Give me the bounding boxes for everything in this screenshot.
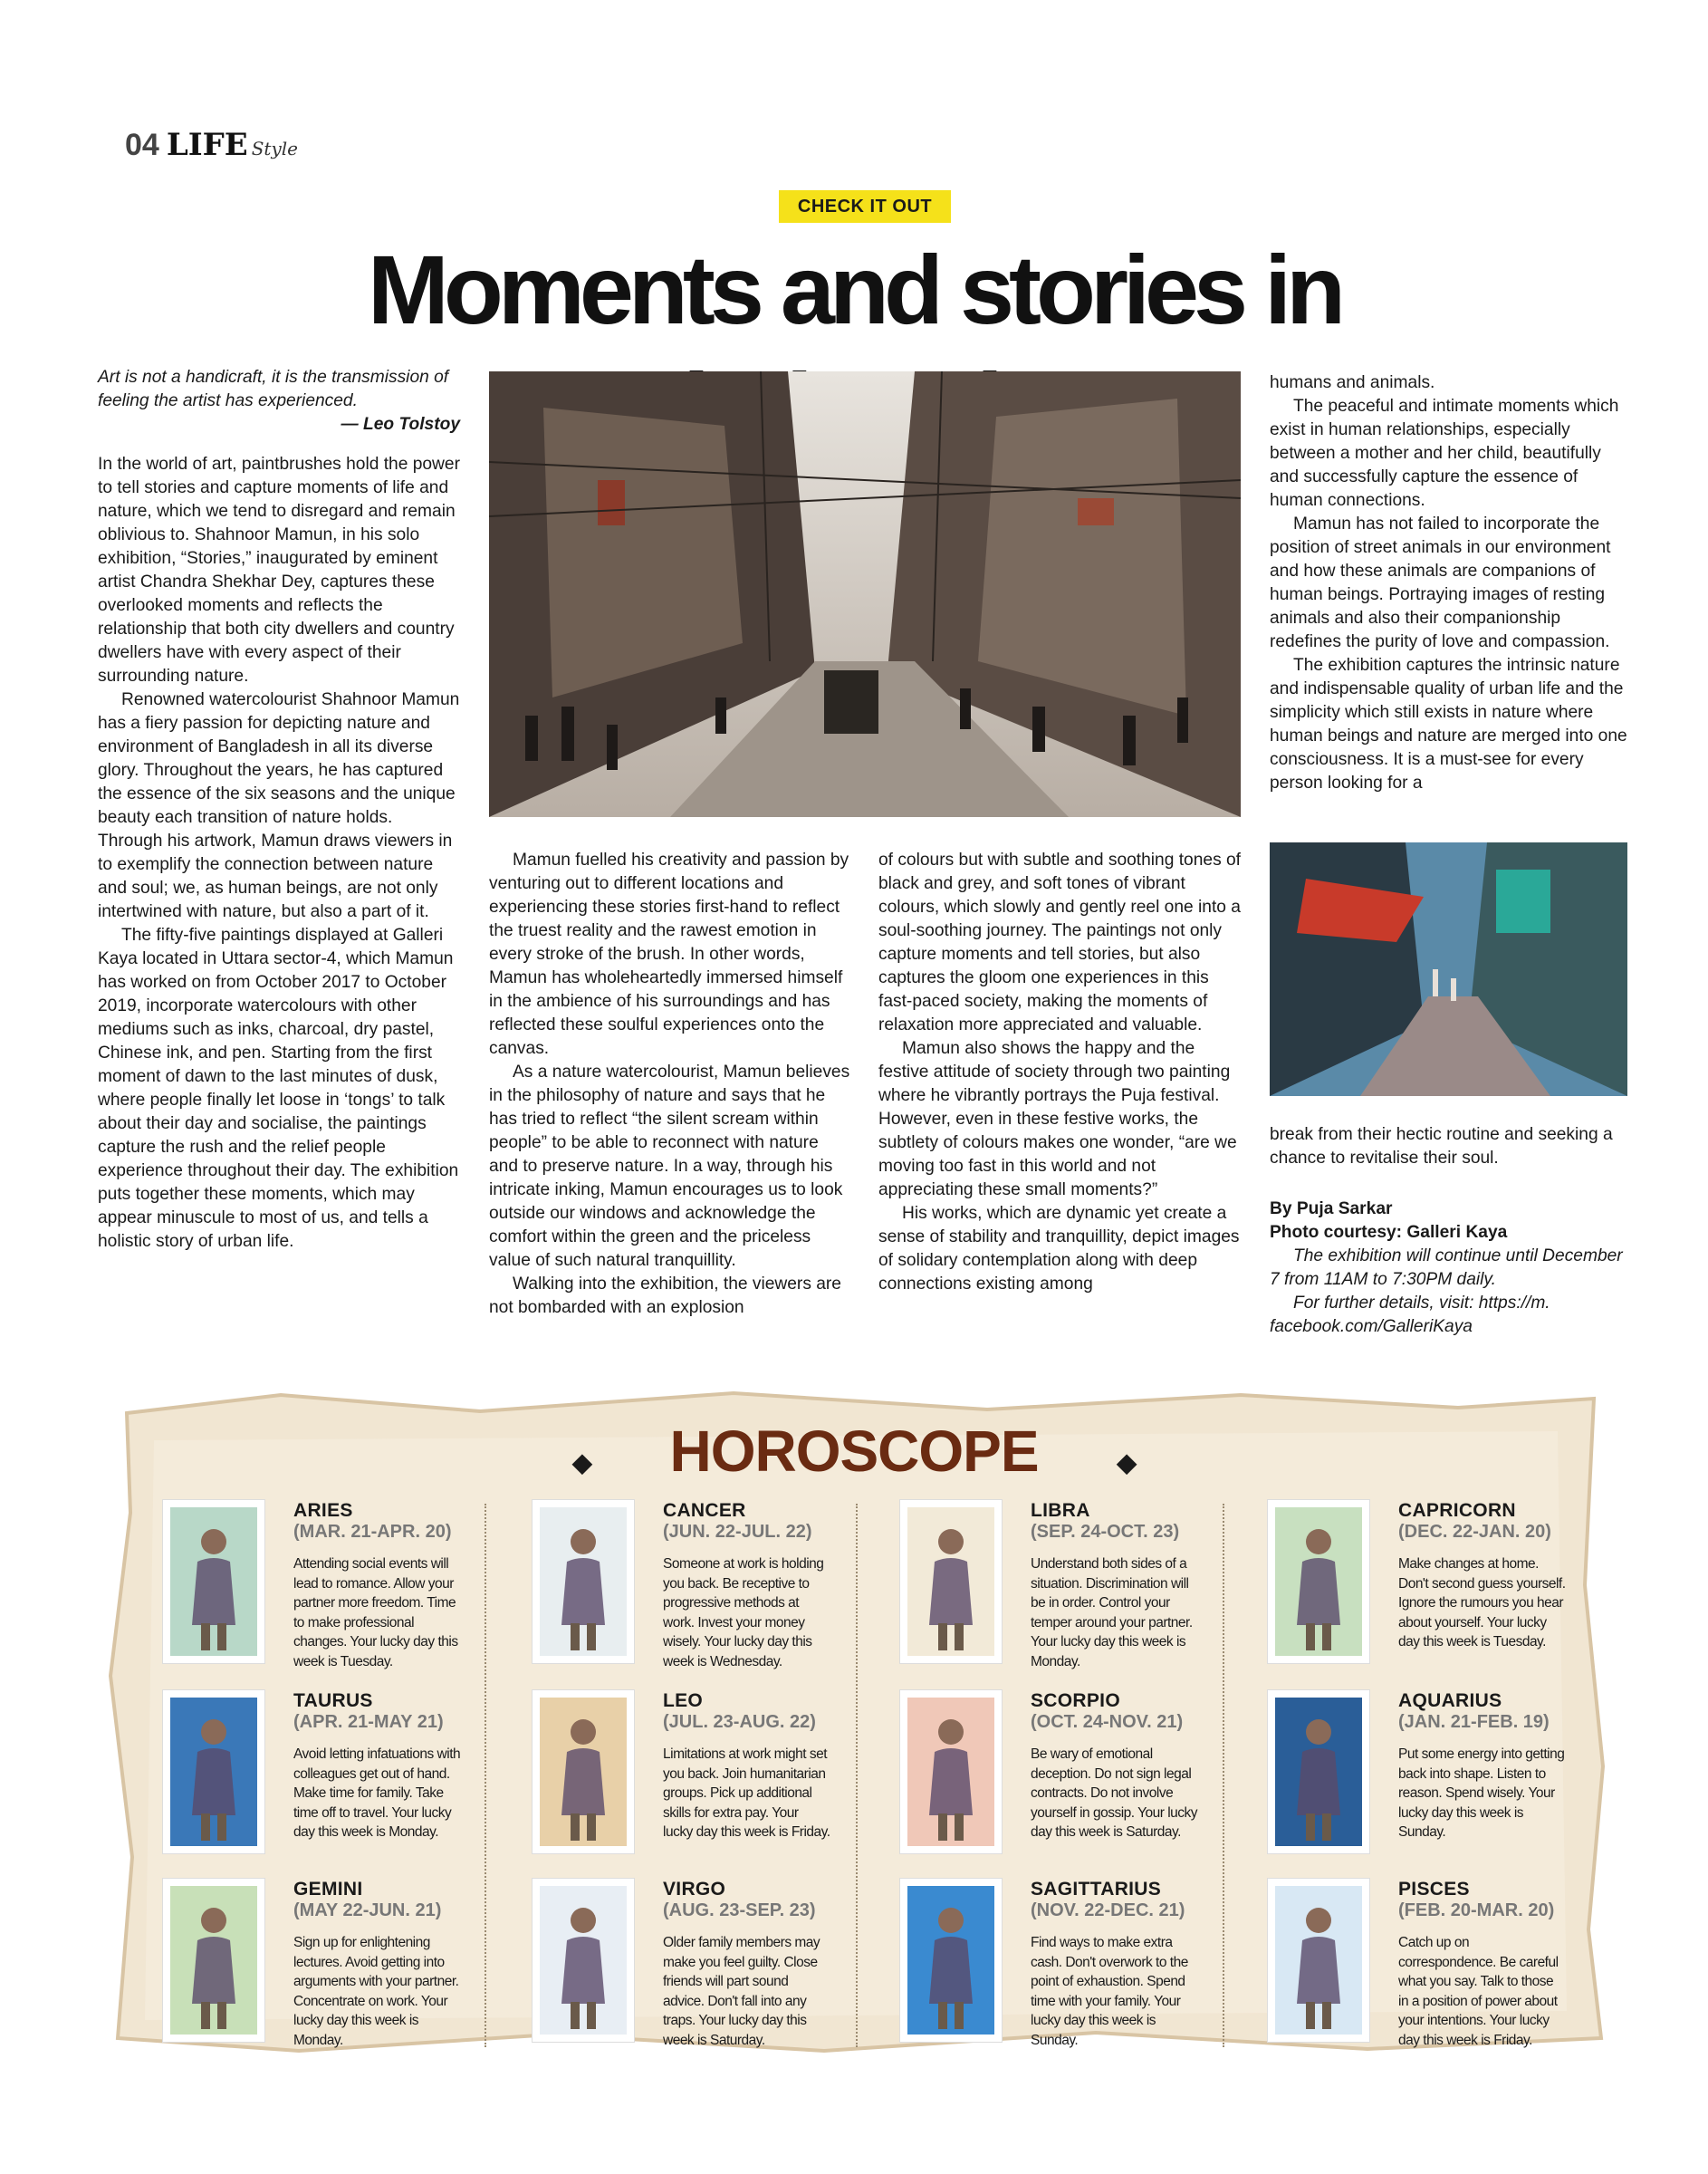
- zodiac-figure-icon: [170, 1507, 257, 1656]
- sign-dates: (APR. 21-MAY 21): [293, 1712, 444, 1732]
- zodiac-figure-icon: [170, 1886, 257, 2035]
- sign-dates: (FEB. 20-MAR. 20): [1398, 1900, 1555, 1920]
- horoscope-sign-virgo: [533, 1879, 877, 2060]
- sign-name: ARIES: [293, 1500, 353, 1521]
- headline: Moments and stories in: [367, 235, 1341, 344]
- horoscope-sign-gemini: [163, 1879, 507, 2060]
- sign-forecast: Sign up for enlightening lectures. Avoid getting into arguments with your partner. Concentrate on work. Your lucky day this week is Monday.: [293, 1935, 459, 2048]
- sign-forecast: Be wary of emotional deception. Do not sign legal contracts. Do not involve yourself in gossip. Your lucky day this week is Saturday.: [1031, 1746, 1198, 1840]
- zodiac-illustration: [900, 1690, 1002, 1853]
- zodiac-figure-icon: [1275, 1886, 1362, 2035]
- exhibition-link: For further details, visit: https://m. facebook.com/GalleriKaya: [1270, 1294, 1550, 1336]
- paragraph: Mamun fuelled his creativity and passion by venturing out to different locations and experiencing these stories first-hand to reflect the truest reality and the rawest emotion in every stroke of the brush. In other words, Mamun has wholeheartedly immersed himself in the ambience of his surroundings and has reflected these soulful experiences onto the canvas.: [489, 851, 849, 1058]
- horoscope-sign-pisces: [1268, 1879, 1612, 2060]
- sign-dates: (OCT. 24-NOV. 21): [1031, 1712, 1184, 1732]
- sign-dates: (JUL. 23-AUG. 22): [663, 1712, 816, 1732]
- sign-dates: (MAR. 21-APR. 20): [293, 1522, 452, 1542]
- byline: By Puja Sarkar: [1270, 1199, 1393, 1218]
- paragraph: The peaceful and intimate moments which exist in human relationships, especially between a mother and her child, beautifully and successfully capture the essence of human connections.: [1270, 397, 1619, 510]
- paragraph: As a nature watercolourist, Mamun believes in the philosophy of nature and says that he has tried to reflect “the silent scream within people” to be able to reconnect with nature and to preserve nature. In a way, through his intricate inking, Mamun encourages us to look outside our windows and acknowledge the comfort within the green and the priceless value of such natural tranquillity.: [489, 1063, 850, 1270]
- epigraph: [98, 366, 460, 437]
- magazine-logo: LIFE: [166, 127, 248, 163]
- zodiac-figure-icon: [907, 1698, 994, 1846]
- horoscope-sign-sagittarius: [900, 1879, 1244, 2060]
- sign-forecast: Find ways to make extra cash. Don't overwork to the point of exhaustion. Spend time with your family. Your lucky day this week is Sunday.: [1031, 1935, 1188, 2048]
- sign-name: CAPRICORN: [1398, 1500, 1516, 1521]
- article-column-1: [98, 453, 460, 1254]
- zodiac-illustration: [533, 1500, 634, 1663]
- zodiac-figure-icon: [170, 1698, 257, 1846]
- horoscope-sign-taurus: [163, 1690, 507, 1871]
- magazine-logo-script: Style: [251, 138, 298, 159]
- page-number: 04: [125, 128, 159, 162]
- zodiac-figure-icon: [1275, 1698, 1362, 1846]
- paragraph: His works, which are dynamic yet create a sense of stability and tranquillity, depict images of solidary contemplation along with deep connections existing among: [878, 1204, 1240, 1294]
- zodiac-illustration: [1268, 1500, 1369, 1663]
- zodiac-illustration: [1268, 1879, 1369, 2042]
- sign-name: AQUARIUS: [1398, 1690, 1502, 1711]
- diamond-icon: ◆: [1117, 1448, 1136, 1477]
- zodiac-figure-icon: [1275, 1507, 1362, 1656]
- paragraph: The exhibition captures the intrinsic nature and indispensable quality of urban life and the simplicity which still exists in nature where human beings and nature are merged into one consciousness. It is a must-see for every person looking for a: [1270, 656, 1627, 793]
- zodiac-illustration: [533, 1690, 634, 1853]
- section-tag: CHECK IT OUT: [779, 190, 951, 223]
- sign-dates: (JAN. 21-FEB. 19): [1398, 1712, 1550, 1732]
- sign-dates: (NOV. 22-DEC. 21): [1031, 1900, 1185, 1920]
- diamond-icon: ◆: [572, 1448, 591, 1477]
- sign-name: LEO: [663, 1690, 704, 1711]
- paragraph: break from their hectic routine and seeking a chance to revitalise their soul.: [1270, 1125, 1613, 1168]
- paragraph: of colours but with subtle and soothing tones of black and grey, and soft tones of vibrant colours, which slowly and gently reel one into a soul-soothing journey. The paintings not only capture moments and tell stories, but also captures the gloom one experiences in this fast-paced society, making the moments of relaxation more appreciated and valuable.: [878, 851, 1241, 1034]
- horoscope-sign-aries: [163, 1500, 507, 1681]
- zodiac-illustration: [163, 1879, 264, 2042]
- zodiac-illustration: [163, 1500, 264, 1663]
- paragraph: humans and animals.: [1270, 373, 1435, 392]
- sign-dates: (MAY 22-JUN. 21): [293, 1900, 442, 1920]
- paragraph: Renowned watercolourist Shahnoor Mamun has a fiery passion for depicting nature and environment of Bangladesh in all its diverse glory. Throughout the years, he has captured the essence of the six seasons and the unique beauty each transition of nature holds. Through his artwork, Mamun draws viewers in to exemplify the connection between nature and soul; we, as human beings, are not only intertwined with nature, but also a part of it.: [98, 690, 460, 921]
- street-painting-illustration: [489, 371, 1241, 817]
- sign-dates: (SEP. 24-OCT. 23): [1031, 1522, 1180, 1542]
- zodiac-illustration: [533, 1879, 634, 2042]
- article-column-4-end: [1270, 1123, 1627, 1170]
- alley-painting-photo: [1270, 842, 1627, 1096]
- folio: [125, 127, 298, 163]
- sign-dates: (AUG. 23-SEP. 23): [663, 1900, 816, 1920]
- sign-forecast: Someone at work is holding you back. Be receptive to progressive methods at work. Invest your money wisely. Your lucky day this week is Wednesday.: [663, 1556, 824, 1669]
- sign-forecast: Catch up on correspondence. Be careful what you say. Talk to those in a position of power about your intentions. Your lucky day this week is Friday.: [1398, 1935, 1559, 2048]
- horoscope-sign-cancer: [533, 1500, 877, 1681]
- sign-name: CANCER: [663, 1500, 746, 1521]
- article-column-2: [489, 849, 851, 1320]
- zodiac-illustration: [900, 1879, 1002, 2042]
- horoscope-sign-capricorn: [1268, 1500, 1612, 1681]
- horoscope-title: HOROSCOPE: [669, 1419, 1039, 1484]
- zodiac-illustration: [163, 1690, 264, 1853]
- sign-forecast: Older family members may make you feel guilty. Close friends will part sound advice. Don't fall into any traps. Your lucky day this week is Saturday.: [663, 1935, 820, 2048]
- sign-name: VIRGO: [663, 1879, 726, 1900]
- zodiac-figure-icon: [540, 1507, 627, 1656]
- horoscope-sign-aquarius: [1268, 1690, 1612, 1871]
- sign-forecast: Make changes at home. Don't second guess yourself. Ignore the rumours you hear about yourself. Your lucky day this week is Tuesday.: [1398, 1556, 1566, 1650]
- sign-name: PISCES: [1398, 1879, 1470, 1900]
- sign-name: GEMINI: [293, 1879, 363, 1900]
- epigraph-author: — Leo Tolstoy: [341, 415, 460, 434]
- paragraph: Mamun has not failed to incorporate the position of street animals in our environment and how these animals are companions of human beings. Portraying images of resting animals and also their companionship redefines the purity of love and compassion.: [1270, 515, 1611, 651]
- photo-credit: Photo courtesy: Galleri Kaya: [1270, 1223, 1508, 1242]
- sign-forecast: Put some energy into getting back into shape. Listen to reason. Spend wisely. Your lucky day this week is Sunday.: [1398, 1746, 1565, 1840]
- exhibition-info: The exhibition will continue until December 7 from 11AM to 7:30PM daily.: [1270, 1246, 1623, 1289]
- sign-forecast: Attending social events will lead to romance. Allow your partner more freedom. Time to make professional changes. Your lucky day this week is Tuesday.: [293, 1556, 458, 1669]
- zodiac-figure-icon: [907, 1507, 994, 1656]
- zodiac-illustration: [900, 1500, 1002, 1663]
- sign-dates: (DEC. 22-JAN. 20): [1398, 1522, 1551, 1542]
- paragraph: In the world of art, paintbrushes hold the power to tell stories and capture moments of life and nature, which we tend to disregard and remain oblivious to. Shahnoor Mamun, in his solo exhibition, “Stories,” inaugurated by eminent artist Chandra Shekhar Dey, captures these overlooked moments and reflects the relationship that both city dwellers and country dwellers have with every aspect of their surrounding nature.: [98, 455, 460, 686]
- paragraph: Walking into the exhibition, the viewers are not bombarded with an explosion: [489, 1275, 841, 1317]
- sign-forecast: Limitations at work might set you back. Join humanitarian groups. Pick up additional skills for extra pay. Your lucky day this week is Friday.: [663, 1746, 830, 1840]
- sign-dates: (JUN. 22-JUL. 22): [663, 1522, 812, 1542]
- sign-name: LIBRA: [1031, 1500, 1090, 1521]
- zodiac-figure-icon: [540, 1698, 627, 1846]
- horoscope-sign-scorpio: [900, 1690, 1244, 1871]
- horoscope-sign-leo: [533, 1690, 877, 1871]
- zodiac-figure-icon: [907, 1886, 994, 2035]
- sign-name: TAURUS: [293, 1690, 373, 1711]
- sign-name: SCORPIO: [1031, 1690, 1120, 1711]
- street-painting-photo: [489, 371, 1241, 817]
- sign-forecast: Understand both sides of a situation. Discrimination will be in order. Control your temper around your partner. Your lucky day this week is Monday.: [1031, 1556, 1193, 1669]
- zodiac-figure-icon: [540, 1886, 627, 2035]
- paragraph: The fifty-five paintings displayed at Galleri Kaya located in Uttara sector-4, which Mamun has worked on from October 2017 to October 2019, incorporate watercolours with other mediums such as inks, charcoal, dry pastel, Chinese ink, and pen. Starting from the first moment of dawn to the last minutes of dusk, where people finally let loose in ‘tongs’ to talk about their day and socialise, the paintings capture the rush and the relief people experience throughout their day. The exhibition puts together these moments, which may appear minuscule to most of us, and tells a holistic story of urban life.: [98, 926, 459, 1251]
- sign-name: SAGITTARIUS: [1031, 1879, 1162, 1900]
- alley-painting-illustration: [1270, 842, 1627, 1096]
- zodiac-illustration: [1268, 1690, 1369, 1853]
- sign-forecast: Avoid letting infatuations with colleagues get out of hand. Make time for family. Take time off to travel. Your lucky day this week is Monday.: [293, 1746, 461, 1840]
- article-column-3: [878, 849, 1241, 1296]
- horoscope-sign-libra: [900, 1500, 1244, 1681]
- credits: [1270, 1198, 1627, 1339]
- horoscope-heading: [0, 1418, 1708, 1485]
- paragraph: Mamun also shows the happy and the festive attitude of society through two painting where he vibrantly portrays the Puja festival. However, even in these festive works, the subtlety of colours makes one wonder, “are we moving too fast in this world and not appreciating these small moments?”: [878, 1039, 1237, 1199]
- epigraph-text: Art is not a handicraft, it is the transmission of feeling the artist has experienced.: [98, 368, 449, 410]
- article-column-4: [1270, 371, 1627, 795]
